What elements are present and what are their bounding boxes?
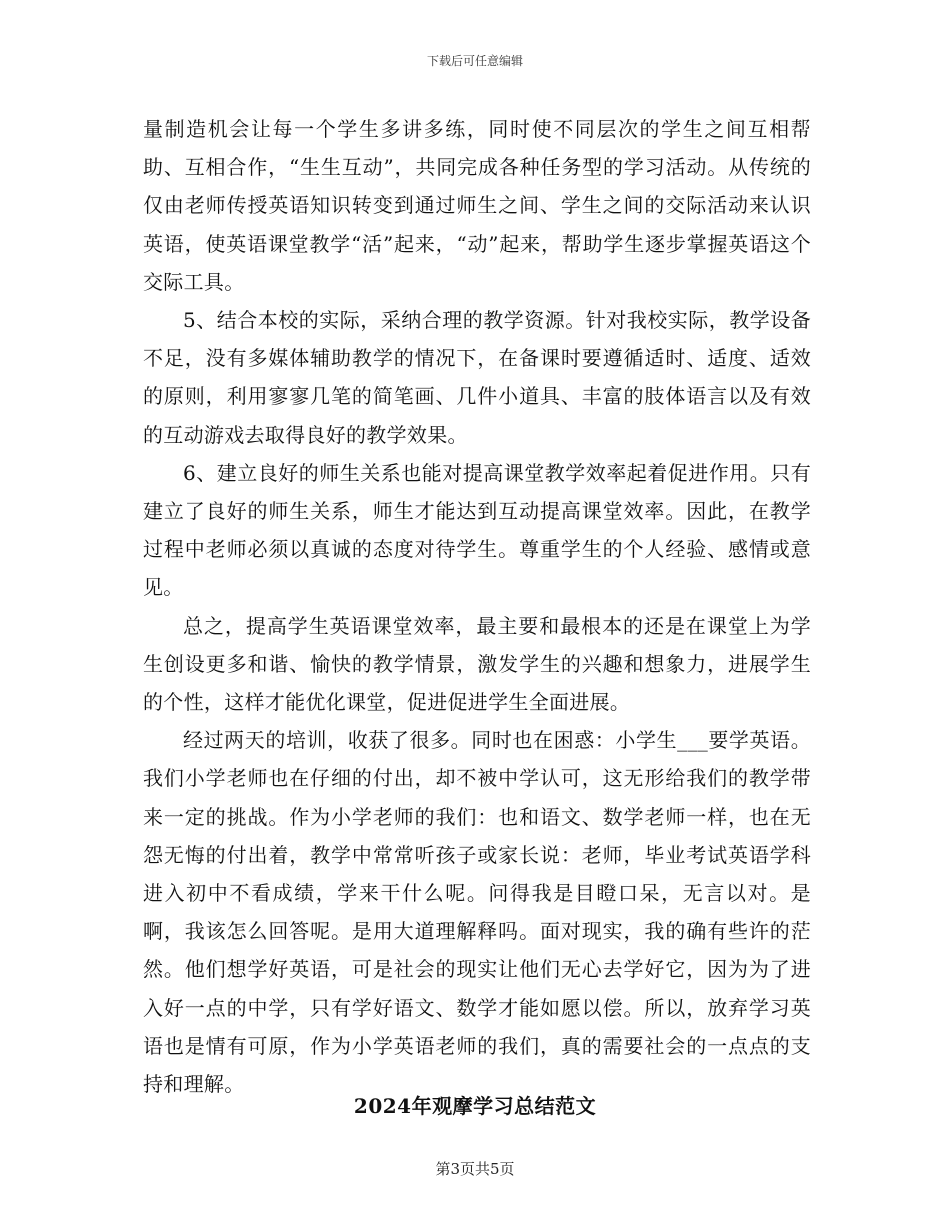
paragraph-continuation: 量制造机会让每一个学生多讲多练，同时使不同层次的学生之间互相帮助、互相合作，“生生互动”，共同完成各种任务型的学习活动。从传统的仅由老师传授英语知识转变到通过师生之间、学生之间的交际活动来认识英语，使英语课堂教学“活”起来，“动”起来，帮助学生逐步掌握英语这个交际工具。 (143, 117, 811, 294)
paragraph-point-6: 6、建立良好的师生关系也能对提高课堂教学效率起着促进作用。只有建立了良好的师生关系，师生才能达到互动提高课堂效率。因此，在教学过程中老师必须以真诚的态度对待学生。尊重学生的个人经验、感情或意见。 (143, 460, 811, 600)
section-title: 2024年观摩学习总结范文 (353, 1094, 597, 1118)
paragraph-summary: 总之，提高学生英语课堂效率，最主要和最根本的还是在课堂上为学生创设更多和谐、愉快的教学情景，激发学生的兴趣和想象力，进展学生的个性，这样才能优化课堂，促进促进学生全面进展。 (143, 613, 811, 715)
document-body (143, 110, 811, 1103)
paragraph-reflection: 经过两天的培训，收获了很多。同时也在困惑：小学生___要学英语。我们小学老师也在仔细的付出，却不被中学认可，这无形给我们的教学带来一定的挑战。作为小学老师的我们：也和语文、数学老师一样，也在无怨无悔的付出着，教学中常常听孩子或家长说：老师，毕业考试英语学科进入初中不看成绩，学来干什么呢。问得我是目瞪口呆，无言以对。是啊，我该怎么回答呢。是用大道理解释吗。面对现实，我的确有些许的茫然。他们想学好英语，可是社会的现实让他们无心去学好它，因为为了进入好一点的中学，只有学好语文、数学才能如愿以偿。所以，放弃学习英语也是情有可原，作为小学英语老师的我们，真的需要社会的一点点的支持和理解。 (143, 728, 811, 1097)
paragraph-point-5: 5、结合本校的实际，采纳合理的教学资源。针对我校实际，教学设备不足，没有多媒体辅助教学的情况下，在备课时要遵循适时、适度、适效的原则，利用寥寥几笔的简笔画、几件小道具、丰富的肢体语言以及有效的互动游戏去取得良好的教学效果。 (143, 308, 811, 447)
page-header-note: 下载后可任意编辑 (426, 54, 523, 68)
page-number: 第3页共5页 (435, 1160, 515, 1178)
